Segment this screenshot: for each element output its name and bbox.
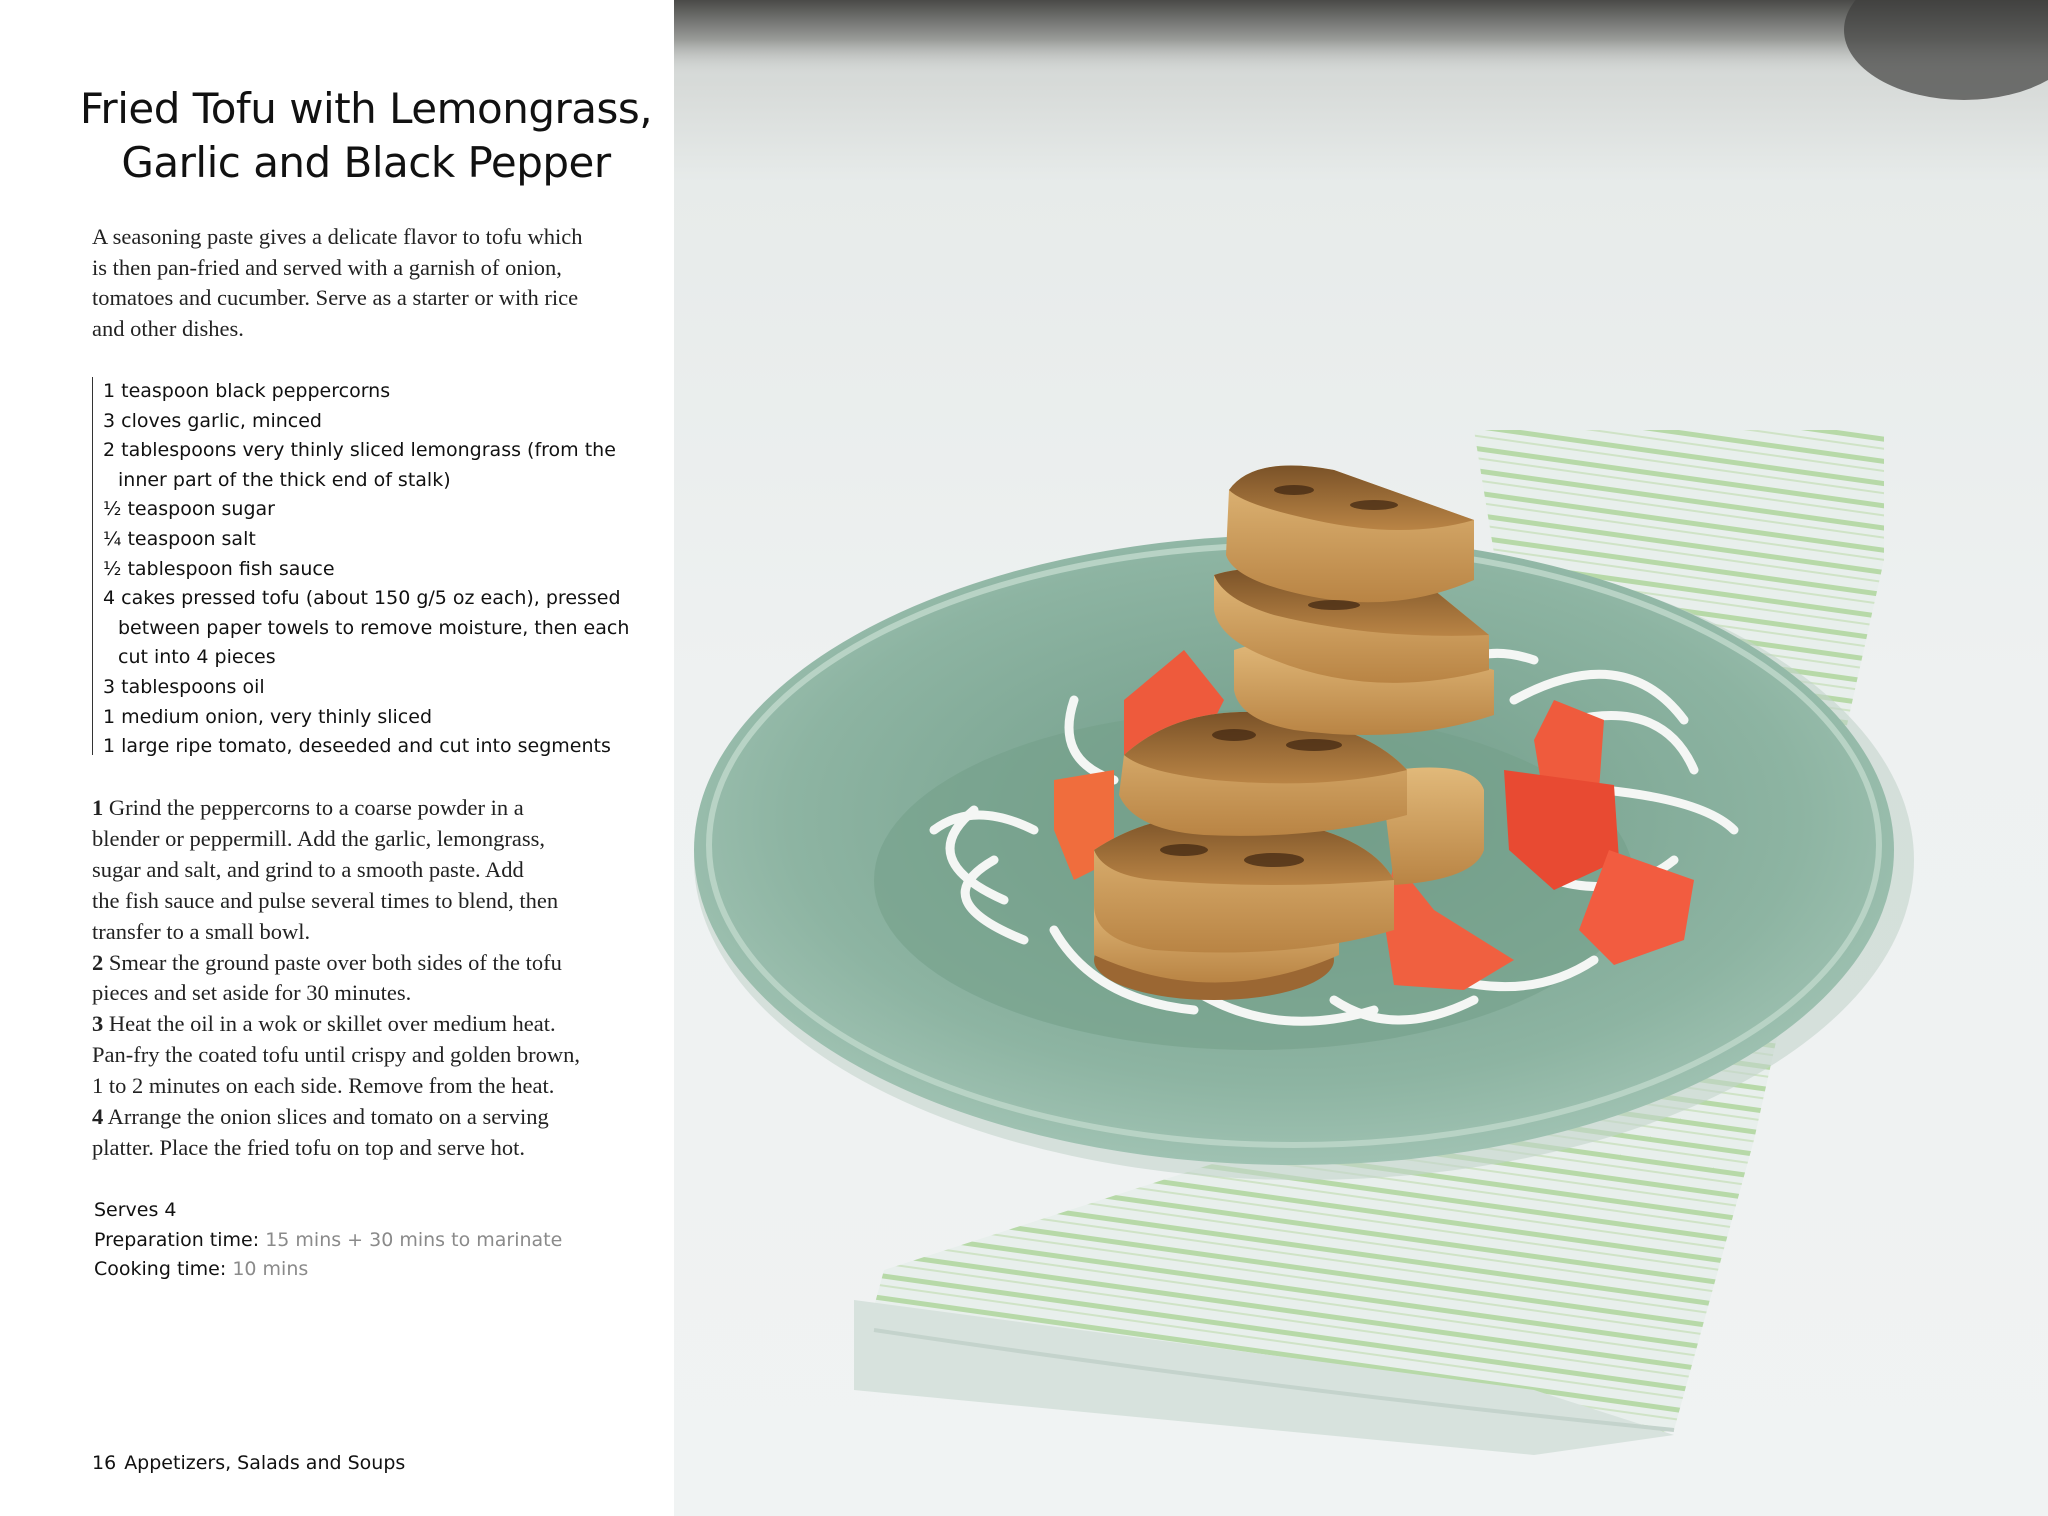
ingredient-line: 1 large ripe tomato, deseeded and cut into segments bbox=[103, 735, 611, 758]
intro-line: and other dishes. bbox=[92, 315, 244, 341]
ingredient-line: cut into 4 pieces bbox=[118, 646, 276, 669]
ingredient-item bbox=[103, 555, 662, 585]
ingredient-line: 3 tablespoons oil bbox=[103, 675, 265, 698]
ingredient-line: ½ teaspoon sugar bbox=[103, 498, 275, 521]
ingredient-item bbox=[103, 436, 662, 495]
cook-label: Cooking time: bbox=[94, 1258, 227, 1281]
cook-time bbox=[94, 1255, 654, 1285]
title-line: Garlic and Black Pepper bbox=[121, 138, 611, 187]
ingredient-item bbox=[103, 525, 662, 555]
prep-value: 15 mins + 30 mins to marinate bbox=[265, 1228, 563, 1251]
title-line: Fried Tofu with Lemongrass, bbox=[79, 84, 653, 133]
ingredient-line: 3 cloves garlic, minced bbox=[103, 409, 322, 432]
recipe-intro bbox=[92, 222, 652, 344]
ingredient-line: 1 medium onion, very thinly sliced bbox=[103, 705, 433, 728]
ingredient-item bbox=[103, 732, 662, 762]
ingredient-line: ½ tablespoon fish sauce bbox=[103, 557, 335, 580]
ingredient-line: between paper towels to remove moisture, then each bbox=[118, 616, 630, 639]
dish-photo bbox=[674, 0, 2048, 1516]
intro-line: is then pan-fried and served with a garnish of onion, bbox=[92, 254, 562, 280]
method-step bbox=[92, 1009, 662, 1102]
step-line: the fish sauce and pulse several times to blend, then bbox=[92, 887, 559, 913]
prep-time bbox=[94, 1226, 654, 1256]
step-line: blender or peppermill. Add the garlic, lemongrass, bbox=[92, 825, 545, 851]
ingredient-item bbox=[103, 495, 662, 525]
step-text: Arrange the onion slices and tomato on a serving bbox=[107, 1104, 549, 1130]
method-steps bbox=[92, 793, 662, 1164]
step-line bbox=[92, 1009, 662, 1040]
prep-label: Preparation time: bbox=[94, 1228, 260, 1251]
page-footer bbox=[92, 1452, 405, 1474]
method-step bbox=[92, 793, 662, 948]
step-line bbox=[92, 948, 662, 979]
page-number: 16 bbox=[92, 1452, 117, 1474]
recipe-info bbox=[94, 1196, 654, 1285]
step-number: 2 bbox=[92, 949, 104, 975]
ingredient-line: ¼ teaspoon salt bbox=[103, 527, 256, 550]
step-number: 4 bbox=[92, 1104, 104, 1130]
section-name: Appetizers, Salads and Soups bbox=[124, 1452, 406, 1474]
background-blur bbox=[674, 0, 2048, 80]
step-line bbox=[92, 1102, 662, 1133]
intro-line: A seasoning paste gives a delicate flavor to tofu which bbox=[92, 224, 583, 249]
ingredient-line: 4 cakes pressed tofu (about 150 g/5 oz each), pressed bbox=[103, 587, 621, 610]
method-step bbox=[92, 1102, 662, 1164]
ingredient-line: inner part of the thick end of stalk) bbox=[118, 468, 451, 491]
ingredient-line: 1 teaspoon black peppercorns bbox=[103, 380, 391, 402]
ingredient-item bbox=[103, 377, 662, 407]
dish-illustration bbox=[674, 0, 2048, 1516]
step-line: pieces and set aside for 30 minutes. bbox=[92, 980, 412, 1006]
step-text: Heat the oil in a wok or skillet over medium heat. bbox=[108, 1011, 556, 1037]
ingredient-item bbox=[103, 584, 662, 673]
step-number: 3 bbox=[92, 1011, 104, 1037]
step-line: platter. Place the fried tofu on top and serve hot. bbox=[92, 1134, 525, 1160]
ingredient-list bbox=[92, 377, 662, 758]
step-text: Grind the peppercorns to a coarse powder in a bbox=[108, 795, 524, 820]
ingredient-item bbox=[103, 407, 662, 437]
intro-line: tomatoes and cucumber. Serve as a starter or with rice bbox=[92, 285, 579, 310]
recipe-title bbox=[60, 82, 672, 190]
ingredient-line: 2 tablespoons very thinly sliced lemongrass (from the bbox=[103, 439, 616, 462]
step-line: sugar and salt, and grind to a smooth paste. Add bbox=[92, 856, 524, 882]
step-line bbox=[92, 793, 662, 824]
step-line: Pan-fry the coated tofu until crispy and golden brown, bbox=[92, 1042, 581, 1068]
ingredient-item bbox=[103, 673, 662, 703]
step-text: Smear the ground paste over both sides of the tofu bbox=[108, 949, 562, 975]
step-line: transfer to a small bowl. bbox=[92, 918, 311, 944]
step-number: 1 bbox=[92, 795, 104, 820]
recipe-page bbox=[0, 0, 674, 1516]
step-line: 1 to 2 minutes on each side. Remove from the heat. bbox=[92, 1073, 555, 1099]
method-step bbox=[92, 948, 662, 1010]
serves-text: Serves 4 bbox=[94, 1199, 177, 1221]
cook-value: 10 mins bbox=[232, 1258, 309, 1281]
ingredient-item bbox=[103, 703, 662, 733]
